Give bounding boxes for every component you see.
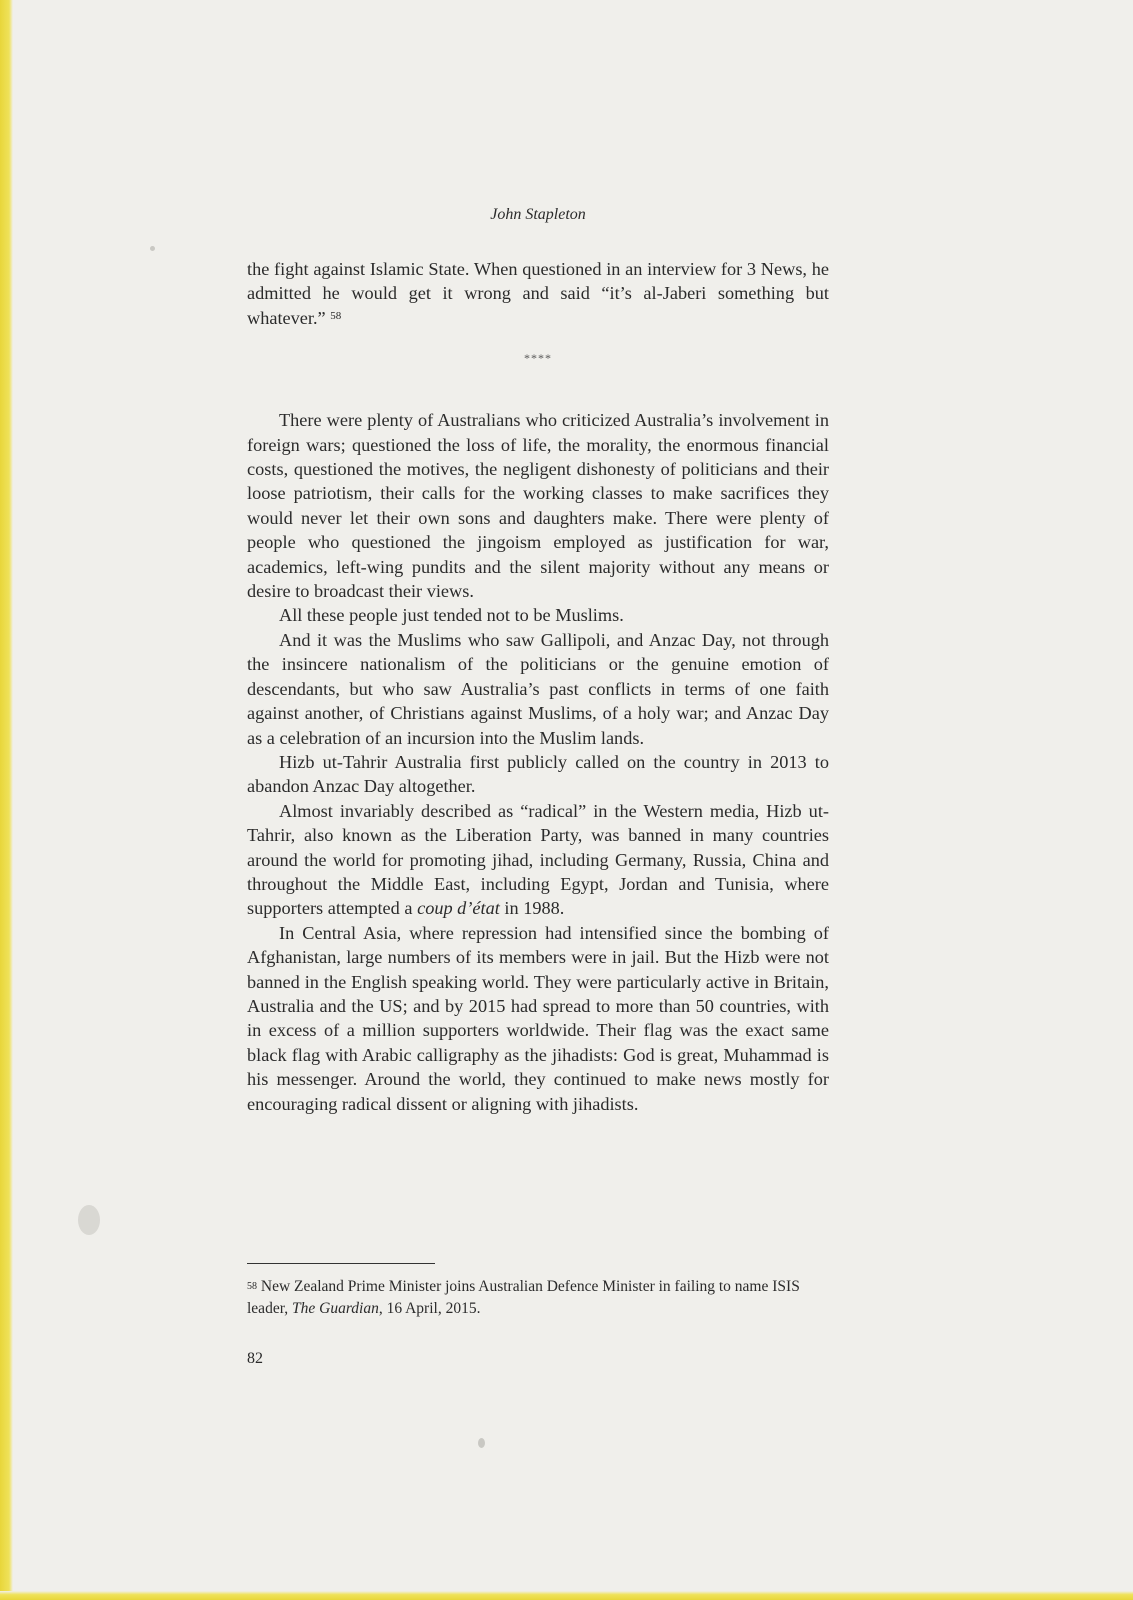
paragraph-continued	[247, 257, 829, 330]
paragraph-text: the fight against Islamic State. When questioned in an interview for 3 News, he admitted he would get it wrong and said “it’s al-Jaberi something but whatever.”	[247, 259, 829, 328]
scan-speck	[478, 1438, 485, 1448]
paragraph: All these people just tended not to be Muslims.	[279, 605, 624, 626]
scan-edge-bottom	[0, 1591, 1133, 1600]
footnote-reference: 58	[330, 309, 342, 322]
paragraph: Hizb ut-Tahrir Australia first publicly called on the country in 2013 to abandon Anzac Day altogether.	[247, 751, 829, 797]
scan-edge-left	[0, 0, 13, 1600]
footnote	[247, 1276, 829, 1320]
paragraph-text: in 1988.	[499, 898, 565, 919]
page-number: 82	[247, 1350, 263, 1367]
body-text	[247, 257, 829, 1116]
footnote-date: , 16 April, 2015.	[378, 1300, 481, 1317]
footnote-number: 58	[247, 1281, 257, 1292]
paragraph: And it was the Muslims who saw Gallipoli, and Anzac Day, not through the insincere nationalism of the politicians or the genuine emotion of descendants, but who saw Australia’s past conflicts in terms of one faith against another, of Christians against Muslims, of a holy war; and Anzac Day as a celebration of an incursion into the Muslim lands.	[247, 629, 829, 748]
scan-speck	[78, 1205, 100, 1235]
scan-speck	[150, 246, 155, 251]
italic-term: coup d’état	[417, 898, 500, 919]
paragraph: There were plenty of Australians who criticized Australia’s involvement in foreign wars; questioned the loss of life, the morality, the enormous financial costs, questioned the motives, the negligent dishonesty of politicians and their loose patriotism, their calls for the working classes to make sacrifices they would never let their own sons and daughters make. There were plenty of people who questioned the jingoism employed as justification for war, academics, left-wing pundits and the silent majority without any means or desire to broadcast their views.	[247, 410, 829, 602]
section-separator: ****	[524, 351, 552, 366]
footnote-source: The Guardian	[292, 1300, 379, 1317]
footnote-text: New Zealand Prime Minister joins Australian Defence Minister in failing to name ISIS leader,	[247, 1278, 800, 1317]
paragraph: In Central Asia, where repression had intensified since the bombing of Afghanistan, large numbers of its members were in jail. But the Hizb were not banned in the English speaking world. They were particularly active in Britain, Australia and the US; and by 2015 had spread to more than 50 countries, with in excess of a million supporters worldwide. Their flag was the exact same black flag with Arabic calligraphy as the jihadists: God is great, Muhammad is his messenger. Around the world, they continued to make news mostly for encouraging radical dissent or aligning with jihadists.	[247, 922, 829, 1114]
footnote-rule	[247, 1263, 435, 1264]
paragraph-text: Almost invariably described as “radical” in the Western media, Hizb ut-Tahrir, also known as the Liberation Party, was banned in many countries around the world for promoting jihad, including Germany, Russia, China and throughout the Middle East, including Egypt, Jordan and Tunisia, where supporters attempted a	[247, 800, 829, 919]
paragraph	[247, 799, 829, 921]
running-head: John Stapleton	[490, 206, 586, 223]
